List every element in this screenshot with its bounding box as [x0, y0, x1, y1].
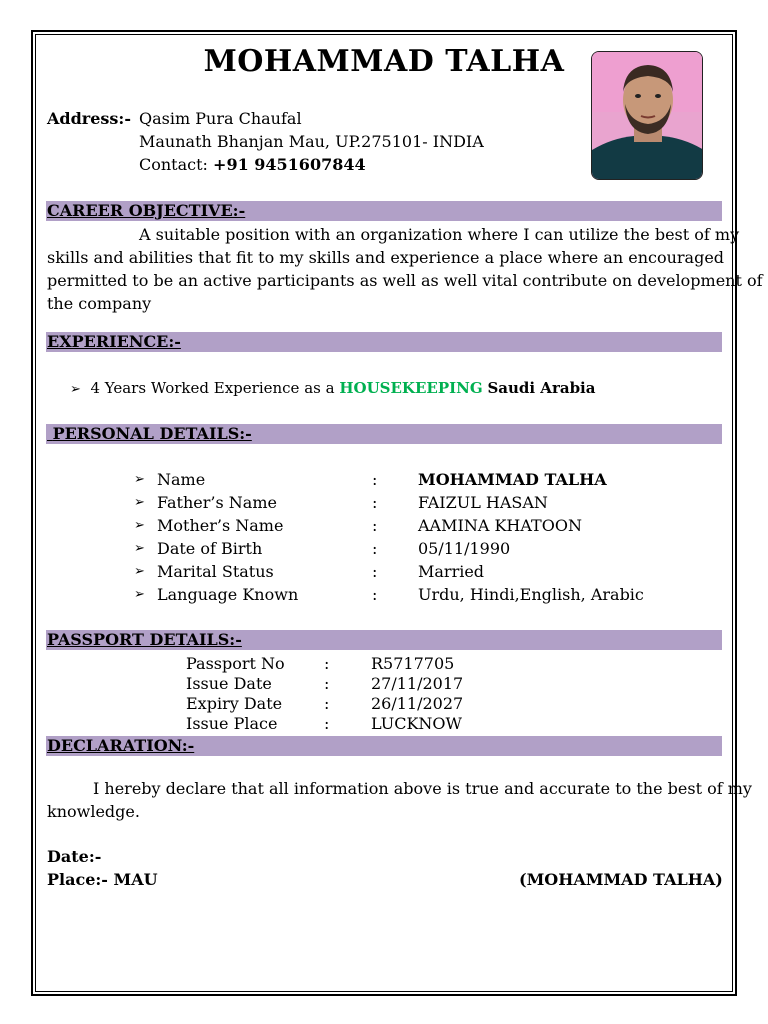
passport-section-title: PASSPORT DETAILS:- [47, 630, 242, 649]
experience-place: Saudi Arabia [487, 379, 596, 397]
contact-phone: +91 9451607844 [213, 155, 366, 174]
detail-label: Name [157, 470, 206, 489]
detail-separator: : [372, 585, 378, 604]
passport-label: Issue Place [186, 714, 278, 733]
personal-section-title [47, 424, 252, 444]
career-line-1: A suitable position with an organization where I can utilize the best of my [139, 225, 740, 244]
detail-label: Language Known [157, 585, 299, 604]
address-line-2: Maunath Bhanjan Mau, UP.275101- INDIA [139, 132, 484, 151]
passport-value: LUCKNOW [371, 714, 462, 733]
career-section-title: CAREER OBJECTIVE:- [47, 201, 246, 220]
contact-line [139, 154, 366, 176]
detail-value: AAMINA KHATOON [418, 516, 582, 535]
declaration-line-2: knowledge. [47, 802, 140, 821]
passport-value: 26/11/2027 [371, 694, 464, 713]
experience-prefix: 4 Years Worked Experience as a [90, 379, 335, 397]
profile-photo [591, 51, 703, 180]
passport-label: Passport No [186, 654, 285, 673]
personal-section-title-text: PERSONAL DETAILS:- [52, 424, 252, 443]
detail-value: Urdu, Hindi,English, Arabic [418, 585, 644, 604]
declaration-text [47, 777, 752, 823]
contact-label: Contact: [139, 155, 208, 174]
detail-label: Date of Birth [157, 539, 263, 558]
career-line-3: permitted to be an active participants as well as well vital contribute on development of [47, 271, 763, 290]
address-label: Address:- [47, 109, 131, 128]
passport-separator: : [324, 694, 330, 713]
profile-photo-image [592, 52, 703, 180]
detail-value: 05/11/1990 [418, 539, 511, 558]
passport-value: R5717705 [371, 654, 455, 673]
detail-separator: : [372, 562, 378, 581]
detail-label: Mother’s Name [157, 516, 284, 535]
career-objective-text [47, 223, 763, 315]
resume-name-title: MOHAMMAD TALHA [203, 44, 565, 79]
experience-role: HOUSEKEEPING [339, 379, 483, 397]
arrow-bullet-icon: ➢ [134, 564, 145, 579]
arrow-bullet-icon: ➢ [134, 587, 145, 602]
arrow-bullet-icon: ➢ [134, 518, 145, 533]
declaration-section-title: DECLARATION:- [47, 736, 195, 755]
address-line-1: Qasim Pura Chaufal [139, 109, 302, 128]
arrow-bullet-icon: ➢ [134, 495, 145, 510]
experience-item [70, 377, 595, 401]
passport-separator: : [324, 714, 330, 733]
career-line-4: the company [47, 294, 152, 313]
passport-value: 27/11/2017 [371, 674, 464, 693]
arrow-bullet-icon: ➢ [70, 382, 81, 397]
passport-separator: : [324, 654, 330, 673]
arrow-bullet-icon: ➢ [134, 472, 145, 487]
passport-label: Expiry Date [186, 694, 283, 713]
detail-value: Married [418, 562, 485, 581]
detail-separator: : [372, 493, 378, 512]
detail-value: FAIZUL HASAN [418, 493, 548, 512]
passport-separator: : [324, 674, 330, 693]
detail-label: Marital Status [157, 562, 274, 581]
experience-section-title: EXPERIENCE:- [47, 332, 181, 351]
detail-value: MOHAMMAD TALHA [418, 470, 607, 489]
career-line-2: skills and abilities that fit to my skills and experience a place where an encouraged [47, 248, 725, 267]
signature-name: (MOHAMMAD TALHA) [519, 870, 723, 889]
detail-label: Father’s Name [157, 493, 277, 512]
passport-label: Issue Date [186, 674, 272, 693]
detail-separator: : [372, 539, 378, 558]
place-label: Place:- MAU [47, 870, 158, 889]
arrow-bullet-icon: ➢ [134, 541, 145, 556]
date-label: Date:- [47, 847, 102, 866]
detail-separator: : [372, 470, 378, 489]
detail-separator: : [372, 516, 378, 535]
declaration-line-1: I hereby declare that all information above is true and accurate to the best of my [93, 779, 752, 798]
